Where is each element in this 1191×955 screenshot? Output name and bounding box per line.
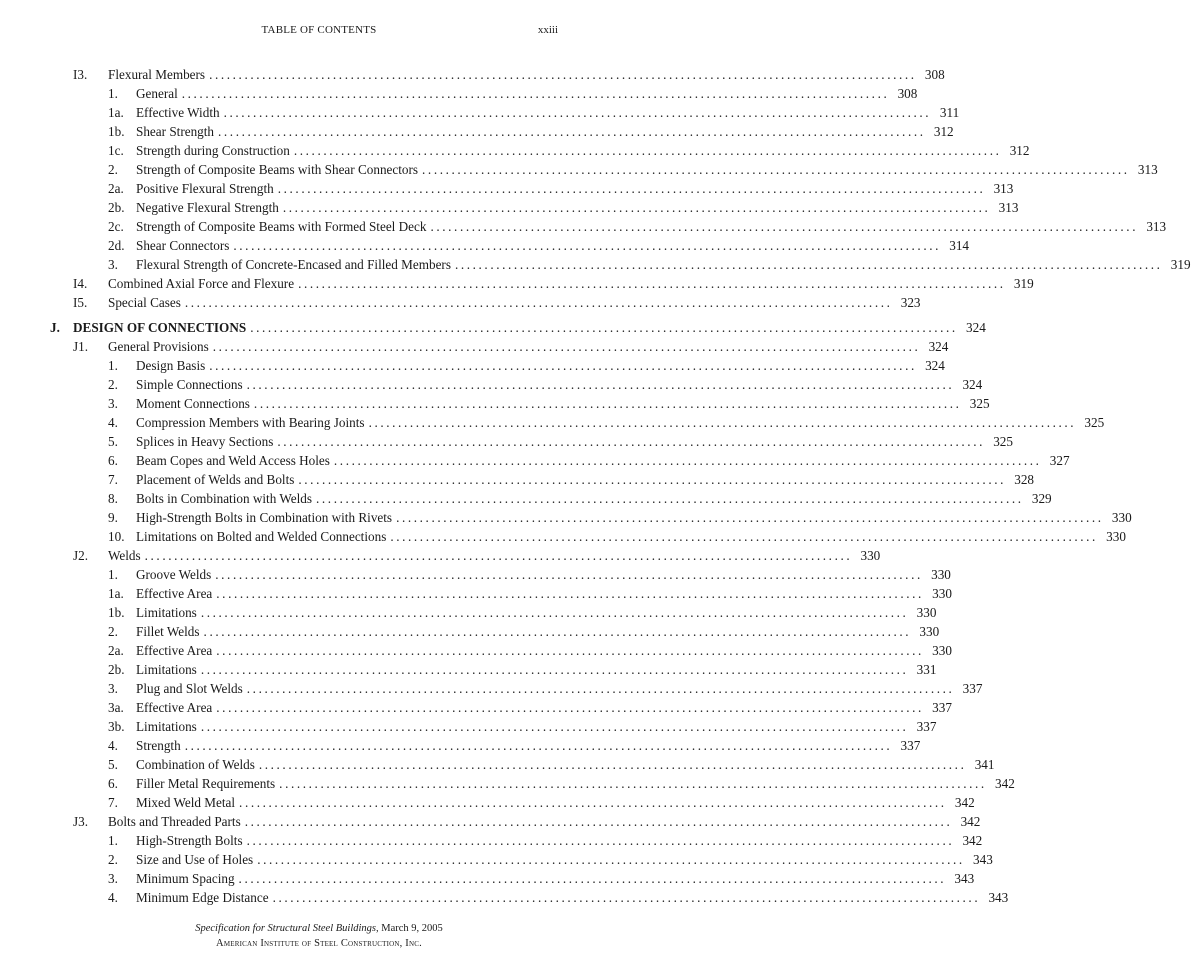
toc-entry (136, 603, 937, 622)
toc-subsection-row (0, 717, 937, 736)
toc-entry-label: 1. (108, 567, 118, 582)
toc-subsection-row (0, 255, 1191, 274)
toc-entry-page: 330 (932, 586, 952, 601)
leader-dots: ........................................................................................................................ (200, 662, 909, 677)
toc-subsection-row (0, 508, 1132, 527)
toc-entry-page: 312 (933, 124, 954, 139)
toc-entry-page: 342 (962, 833, 983, 848)
toc-subsection-row (0, 198, 1019, 217)
leader-dots: ........................................................................................................................ (272, 890, 981, 905)
toc-entry-title: High-Strength Bolts in Combination with Rivets (136, 510, 393, 525)
toc-entry-title: Negative Flexural Strength (136, 200, 279, 215)
toc-entry-label: 5. (108, 434, 118, 449)
toc-entry-page: 313 (998, 200, 1019, 215)
toc-entry-page: 308 (924, 67, 945, 82)
toc-entry-title: DESIGN OF CONNECTIONS (73, 320, 247, 335)
leader-dots: ........................................................................................................................ (203, 624, 912, 639)
toc-entry-title: Minimum Spacing (136, 871, 235, 886)
toc-entry-page: 312 (1009, 143, 1030, 158)
toc-entry (136, 565, 951, 584)
toc-entry-label: I5. (73, 295, 88, 310)
toc-entry-label: J1. (73, 339, 89, 354)
toc-entry-page: 330 (932, 643, 952, 658)
toc-entry-label: 7. (108, 795, 118, 810)
toc-subsection-row (0, 584, 952, 603)
toc-entry-title: High-Strength Bolts (136, 833, 243, 848)
toc-subsection-row (0, 850, 993, 869)
toc-entry-title: Plug and Slot Welds (136, 681, 243, 696)
toc-entry-page: 311 (939, 105, 960, 120)
toc-section-row (0, 337, 949, 356)
toc-subsection-row (0, 603, 937, 622)
toc-entry-title: Moment Connections (136, 396, 250, 411)
toc-entry-title: Strength (136, 738, 181, 753)
toc-entry-title: Effective Area (136, 643, 213, 658)
toc-entry-title: Groove Welds (136, 567, 212, 582)
toc-entry-page: 330 (1106, 529, 1126, 544)
toc-entry-page: 330 (860, 548, 881, 563)
toc-subsection-row (0, 84, 918, 103)
toc-entry-label: 3a. (108, 700, 124, 715)
toc-entry (136, 888, 1009, 907)
toc-subsection-row (0, 888, 1009, 907)
leader-dots: ........................................................................................................................ (282, 200, 991, 215)
toc-subsection-row (0, 698, 952, 717)
toc-entry-page: 313 (1146, 219, 1167, 234)
toc-entry-label: 3. (108, 257, 118, 272)
toc-subsection-row (0, 489, 1052, 508)
toc-entry-label: 3. (108, 396, 118, 411)
toc-entry (136, 103, 960, 122)
toc-entry-page: 313 (993, 181, 1014, 196)
toc-entry-page: 343 (988, 890, 1009, 905)
toc-entry-page: 313 (1137, 162, 1158, 177)
toc-subsection-row (0, 179, 1014, 198)
toc-entry-label: 10. (108, 529, 125, 544)
toc-entry (136, 584, 952, 603)
footer-publication-title: Specification for Structural Steel Buildings, (195, 923, 379, 934)
toc-entry-title: Effective Area (136, 700, 213, 715)
leader-dots: ........................................................................................................................ (257, 852, 965, 867)
toc-section-row (0, 546, 881, 565)
toc-entry-page: 342 (960, 814, 981, 829)
toc-chapter-row (0, 318, 986, 337)
toc-entry-page: 327 (1049, 453, 1070, 468)
leader-dots: ........................................................................................................................ (200, 719, 909, 734)
toc-subsection-row (0, 565, 951, 584)
leader-dots: ........................................................................................................................ (368, 415, 1077, 430)
toc-entry-title: Strength of Composite Beams with Shear Connectors (136, 162, 419, 177)
leader-dots: ........................................................................................................................ (212, 339, 921, 354)
toc-entry-page: 337 (916, 719, 937, 734)
toc-entry-label: 6. (108, 453, 118, 468)
page-number: xxiii (537, 24, 558, 36)
toc-entry-title: Strength during Construction (136, 143, 290, 158)
toc-entry (136, 679, 983, 698)
toc-entry-label: 2b. (108, 662, 125, 677)
toc-entry (136, 831, 983, 850)
toc-entry-label: J3. (73, 814, 89, 829)
page-footer (0, 921, 638, 951)
toc-entry-title: Beam Copes and Weld Access Holes (136, 453, 330, 468)
leader-dots: ........................................................................................................................ (239, 795, 947, 810)
leader-dots: ........................................................................................................................ (298, 276, 1006, 291)
toc-entry-label: 3. (108, 871, 118, 886)
page-header (0, 24, 638, 40)
footer-publisher: American Institute of Steel Construction, Inc. (216, 938, 422, 949)
toc-entry (136, 217, 1167, 236)
toc-entry-page: 331 (916, 662, 937, 677)
toc-entry (136, 660, 937, 679)
toc-entry-label: 1c. (108, 143, 124, 158)
toc-entry-title: Fillet Welds (136, 624, 200, 639)
toc-entry-title: Combined Axial Force and Flexure (108, 276, 295, 291)
toc-entry-label: 3. (108, 681, 118, 696)
leader-dots: ........................................................................................................................ (181, 86, 890, 101)
toc-subsection-row (0, 122, 954, 141)
toc-entry-page: 308 (897, 86, 918, 101)
toc-entry (136, 470, 1035, 489)
toc-entry-label: I4. (73, 276, 88, 291)
leader-dots: ........................................................................................................................ (209, 358, 917, 373)
toc-entry-title: Bolts and Threaded Parts (108, 814, 241, 829)
toc-entry-title: Placement of Welds and Bolts (136, 472, 295, 487)
leader-dots: ........................................................................................................................ (279, 776, 987, 791)
toc-entry (136, 356, 945, 375)
toc-entry-title: General (136, 86, 178, 101)
toc-subsection-row (0, 217, 1167, 236)
toc-subsection-row (0, 470, 1035, 489)
leader-dots: ........................................................................................................................ (244, 814, 953, 829)
leader-dots: ........................................................................................................................ (298, 472, 1007, 487)
leader-dots: ........................................................................................................................ (258, 757, 967, 772)
toc-entry-label: 2. (108, 162, 118, 177)
toc-entry-title: General Provisions (108, 339, 209, 354)
toc-entry-title: Shear Strength (136, 124, 215, 139)
toc-entry-page: 337 (932, 700, 952, 715)
leader-dots: ........................................................................................................................ (333, 453, 1042, 468)
toc-entry-label: 2a. (108, 181, 124, 196)
toc-entry-page: 342 (995, 776, 1015, 791)
toc-entry-page: 330 (931, 567, 951, 582)
table-of-contents (0, 65, 1191, 907)
toc-entry-title: Flexural Strength of Concrete-Encased and Filled Members (136, 257, 451, 272)
toc-entry-title: Limitations on Bolted and Welded Connections (136, 529, 387, 544)
leader-dots: ........................................................................................................................ (422, 162, 1130, 177)
toc-entry-page: 330 (1111, 510, 1132, 525)
toc-entry-title: Bolts in Combination with Welds (136, 491, 313, 506)
toc-entry-label: 1. (108, 86, 118, 101)
toc-entry-page: 325 (969, 396, 990, 411)
toc-entry-page: 319 (1170, 257, 1191, 272)
leader-dots: ........................................................................................................................ (215, 567, 923, 582)
toc-entry-label: 4. (108, 415, 118, 430)
toc-subsection-row (0, 793, 975, 812)
toc-entry-label: J2. (73, 548, 89, 563)
toc-entry (136, 179, 1014, 198)
toc-entry-label: 8. (108, 491, 118, 506)
toc-entry (136, 736, 921, 755)
toc-entry (136, 394, 990, 413)
toc-subsection-row (0, 679, 983, 698)
toc-entry (136, 698, 952, 717)
toc-entry (136, 141, 1030, 160)
toc-subsection-row (0, 413, 1105, 432)
leader-dots: ........................................................................................................................ (277, 434, 985, 449)
leader-dots: ........................................................................................................................ (216, 700, 924, 715)
toc-subsection-row (0, 869, 975, 888)
toc-entry (136, 413, 1105, 432)
toc-entry-page: 324 (925, 358, 945, 373)
toc-entry (136, 122, 954, 141)
toc-entry-title: Special Cases (108, 295, 181, 310)
leader-dots: ........................................................................................................................ (184, 295, 893, 310)
toc-entry-label: 1b. (108, 124, 125, 139)
toc-entry-page: 337 (962, 681, 983, 696)
running-title: TABLE OF CONTENTS (261, 24, 377, 36)
leader-dots: ........................................................................................................................ (216, 643, 924, 658)
toc-entry-label: 2. (108, 377, 118, 392)
toc-entry-title: Limitations (136, 605, 197, 620)
toc-entry (136, 527, 1126, 546)
toc-entry (136, 84, 918, 103)
leader-dots: ........................................................................................................................ (246, 681, 955, 696)
toc-entry-page: 342 (954, 795, 975, 810)
toc-entry-title: Filler Metal Requirements (136, 776, 276, 791)
toc-entry-title: Splices in Heavy Sections (136, 434, 274, 449)
toc-entry-page: 329 (1031, 491, 1052, 506)
toc-entry-page: 324 (966, 320, 986, 335)
toc-entry-title: Welds (108, 548, 141, 563)
toc-subsection-row (0, 641, 952, 660)
toc-entry-page: 323 (900, 295, 921, 310)
toc-entry (108, 546, 881, 565)
toc-subsection-row (0, 660, 937, 679)
toc-entry-label: 1a. (108, 586, 124, 601)
toc-entry-title: Mixed Weld Metal (136, 795, 236, 810)
toc-entry-label: 1. (108, 833, 118, 848)
toc-entry-label: 2c. (108, 219, 124, 234)
leader-dots: ........................................................................................................................ (144, 548, 853, 563)
toc-entry-label: 2b. (108, 200, 125, 215)
leader-dots: ........................................................................................................................ (454, 257, 1163, 272)
leader-dots: ........................................................................................................................ (316, 491, 1024, 506)
toc-entry-page: 330 (919, 624, 940, 639)
toc-section-row (0, 293, 921, 312)
toc-subsection-row (0, 527, 1126, 546)
toc-entry (136, 793, 975, 812)
toc-entry (136, 489, 1052, 508)
toc-entry-label: I3. (73, 67, 88, 82)
toc-entry-label: 4. (108, 738, 118, 753)
toc-entry (136, 198, 1019, 217)
toc-entry-title: Simple Connections (136, 377, 243, 392)
leader-dots: ........................................................................................................................ (218, 124, 926, 139)
toc-entry-title: Positive Flexural Strength (136, 181, 274, 196)
leader-dots: ........................................................................................................................ (293, 143, 1002, 158)
toc-subsection-row (0, 451, 1070, 470)
toc-subsection-row (0, 141, 1030, 160)
toc-entry (108, 337, 949, 356)
toc-subsection-row (0, 375, 983, 394)
toc-entry-label: 2d. (108, 238, 125, 253)
toc-entry-page: 325 (1084, 415, 1105, 430)
toc-entry-page: 341 (974, 757, 995, 772)
leader-dots: ........................................................................................................................ (223, 105, 932, 120)
toc-entry-page: 325 (993, 434, 1013, 449)
toc-entry (136, 622, 940, 641)
toc-subsection-row (0, 736, 921, 755)
toc-entry (108, 274, 1034, 293)
toc-entry-label: 2. (108, 852, 118, 867)
toc-subsection-row (0, 394, 990, 413)
toc-entry (136, 508, 1132, 527)
leader-dots: ........................................................................................................................ (277, 181, 986, 196)
toc-entry-page: 337 (900, 738, 921, 753)
leader-dots: ........................................................................................................................ (184, 738, 893, 753)
footer-publication-line (0, 921, 638, 936)
toc-subsection-row (0, 356, 945, 375)
toc-entry-label: J. (50, 320, 60, 335)
toc-subsection-row (0, 831, 983, 850)
leader-dots: ........................................................................................................................ (216, 586, 924, 601)
toc-entry (108, 65, 945, 84)
leader-dots: ........................................................................................................................ (250, 320, 958, 335)
toc-entry (136, 850, 993, 869)
toc-entry-label: 1b. (108, 605, 125, 620)
toc-entry-page: 343 (973, 852, 993, 867)
toc-subsection-row (0, 103, 960, 122)
toc-entry-label: 3b. (108, 719, 125, 734)
toc-entry-title: Minimum Edge Distance (136, 890, 269, 905)
leader-dots: ........................................................................................................................ (246, 377, 955, 392)
toc-subsection-row (0, 774, 1015, 793)
leader-dots: ........................................................................................................................ (390, 529, 1098, 544)
leader-dots: ........................................................................................................................ (396, 510, 1104, 525)
toc-entry-page: 314 (949, 238, 970, 253)
toc-entry-title: Effective Width (136, 105, 220, 120)
toc-entry-title: Design Basis (136, 358, 206, 373)
toc-subsection-row (0, 755, 995, 774)
toc-subsection-row (0, 160, 1158, 179)
leader-dots: ........................................................................................................................ (253, 396, 962, 411)
toc-entry-label: 7. (108, 472, 118, 487)
footer-publication-date: March 9, 2005 (381, 923, 443, 934)
toc-section-row (0, 65, 945, 84)
toc-entry (136, 774, 1015, 793)
leader-dots: ........................................................................................................................ (209, 67, 917, 82)
toc-entry-page: 319 (1013, 276, 1034, 291)
leader-dots: ........................................................................................................................ (246, 833, 955, 848)
toc-entry-title: Size and Use of Holes (136, 852, 254, 867)
leader-dots: ........................................................................................................................ (238, 871, 947, 886)
toc-entry-label: 9. (108, 510, 118, 525)
toc-entry (136, 869, 975, 888)
toc-entry (136, 717, 937, 736)
toc-entry-title: Limitations (136, 719, 197, 734)
toc-entry (108, 812, 981, 831)
toc-entry (136, 432, 1013, 451)
toc-entry (136, 160, 1158, 179)
toc-entry (136, 236, 970, 255)
toc-entry-page: 324 (962, 377, 983, 392)
toc-entry-page: 330 (916, 605, 937, 620)
toc-entry-label: 1. (108, 358, 118, 373)
toc-entry-title: Combination of Welds (136, 757, 255, 772)
toc-entry-page: 324 (928, 339, 949, 354)
toc-entry (136, 255, 1191, 274)
leader-dots: ........................................................................................................................ (200, 605, 909, 620)
toc-entry-title: Effective Area (136, 586, 213, 601)
toc-entry-page: 343 (954, 871, 975, 886)
toc-entry-label: 6. (108, 776, 118, 791)
toc-entry (136, 451, 1070, 470)
toc-entry (73, 318, 986, 337)
toc-entry (136, 375, 983, 394)
toc-subsection-row (0, 622, 940, 641)
toc-entry (136, 755, 995, 774)
toc-section-row (0, 274, 1034, 293)
toc-entry-title: Strength of Composite Beams with Formed Steel Deck (136, 219, 427, 234)
toc-entry-page: 328 (1014, 472, 1035, 487)
toc-entry (108, 293, 921, 312)
toc-entry-label: 2. (108, 624, 118, 639)
toc-entry-title: Shear Connectors (136, 238, 230, 253)
toc-entry-label: 4. (108, 890, 118, 905)
toc-section-row (0, 812, 981, 831)
toc-subsection-row (0, 236, 970, 255)
toc-entry-label: 1a. (108, 105, 124, 120)
toc-entry-title: Flexural Members (108, 67, 206, 82)
toc-entry-label: 2a. (108, 643, 124, 658)
leader-dots: ........................................................................................................................ (430, 219, 1139, 234)
toc-entry-title: Limitations (136, 662, 197, 677)
toc-subsection-row (0, 432, 1013, 451)
toc-entry-label: 5. (108, 757, 118, 772)
leader-dots: ........................................................................................................................ (233, 238, 942, 253)
toc-entry (136, 641, 952, 660)
toc-entry-title: Compression Members with Bearing Joints (136, 415, 365, 430)
